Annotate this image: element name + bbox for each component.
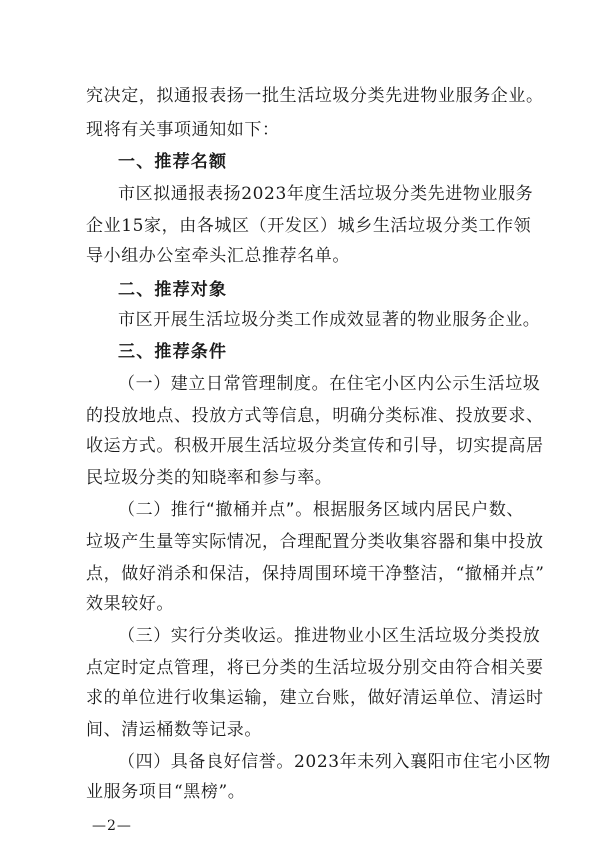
paragraph-line: 现将有关事项通知如下：: [86, 120, 280, 140]
section-heading-targets: 二、推荐对象: [118, 280, 228, 300]
paragraph-line: 市区拟通报表扬2023年度生活垃圾分类先进物业服务: [118, 184, 534, 204]
section-heading-conditions: 三、推荐条件: [118, 342, 228, 362]
paragraph-text: 推进物业小区生活垃圾分类投放: [294, 626, 541, 646]
paragraph-line: 业服务项目“黑榜”。: [86, 782, 246, 802]
paragraph-line: 垃圾产生量等实际情况，合理配置分类收集容器和集中投放: [86, 532, 544, 552]
paragraph-line: 点，做好消杀和保洁，保持周围环境干净整洁，“撤桶并点”: [86, 564, 545, 584]
paragraph-line: [118, 374, 541, 394]
paragraph-line: 间、清运桶数等记录。: [86, 720, 262, 740]
paragraph-line: 市区开展生活垃圾分类工作成效显著的物业服务企业。: [118, 310, 541, 330]
subsection-label: （一）建立日常管理制度。: [118, 374, 330, 394]
paragraph-text: 在住宅小区内公示生活垃圾: [329, 374, 541, 394]
section-heading-quota: 一、推荐名额: [118, 152, 228, 172]
paragraph-line: 企业15家，由各城区（开发区）城乡生活垃圾分类工作领: [86, 216, 532, 236]
paragraph-line: 求的单位进行收集运输，建立台账，做好清运单位、清运时: [86, 688, 544, 708]
paragraph-line: 效果较好。: [86, 594, 174, 614]
paragraph-line: [118, 626, 541, 646]
paragraph-line: [118, 500, 526, 520]
paragraph-line: 究决定，拟通报表扬一批生活垃圾分类先进物业服务企业。: [86, 86, 544, 106]
page-number: —2—: [92, 818, 132, 834]
subsection-label: （二）推行“撤桶并点”。: [118, 500, 313, 520]
subsection-label: （三）实行分类收运。: [118, 626, 294, 646]
paragraph-line: 导小组办公室牵头汇总推荐名单。: [86, 246, 350, 266]
paragraph-line: 民垃圾分类的知晓率和参与率。: [86, 468, 333, 488]
paragraph-line: 收运方式。积极开展生活垃圾分类宣传和引导，切实提高居: [86, 436, 544, 456]
paragraph-line: [118, 752, 551, 772]
paragraph-line: 的投放地点、投放方式等信息，明确分类标准、投放要求、: [86, 406, 544, 426]
subsection-label: （四）具备良好信誉。: [118, 752, 294, 772]
paragraph-text: 2023年未列入襄阳市住宅小区物: [294, 752, 551, 772]
paragraph-line: 点定时定点管理，将已分类的生活垃圾分别交由符合相关要: [86, 658, 544, 678]
paragraph-text: 根据服务区域内居民户数、: [312, 500, 525, 520]
